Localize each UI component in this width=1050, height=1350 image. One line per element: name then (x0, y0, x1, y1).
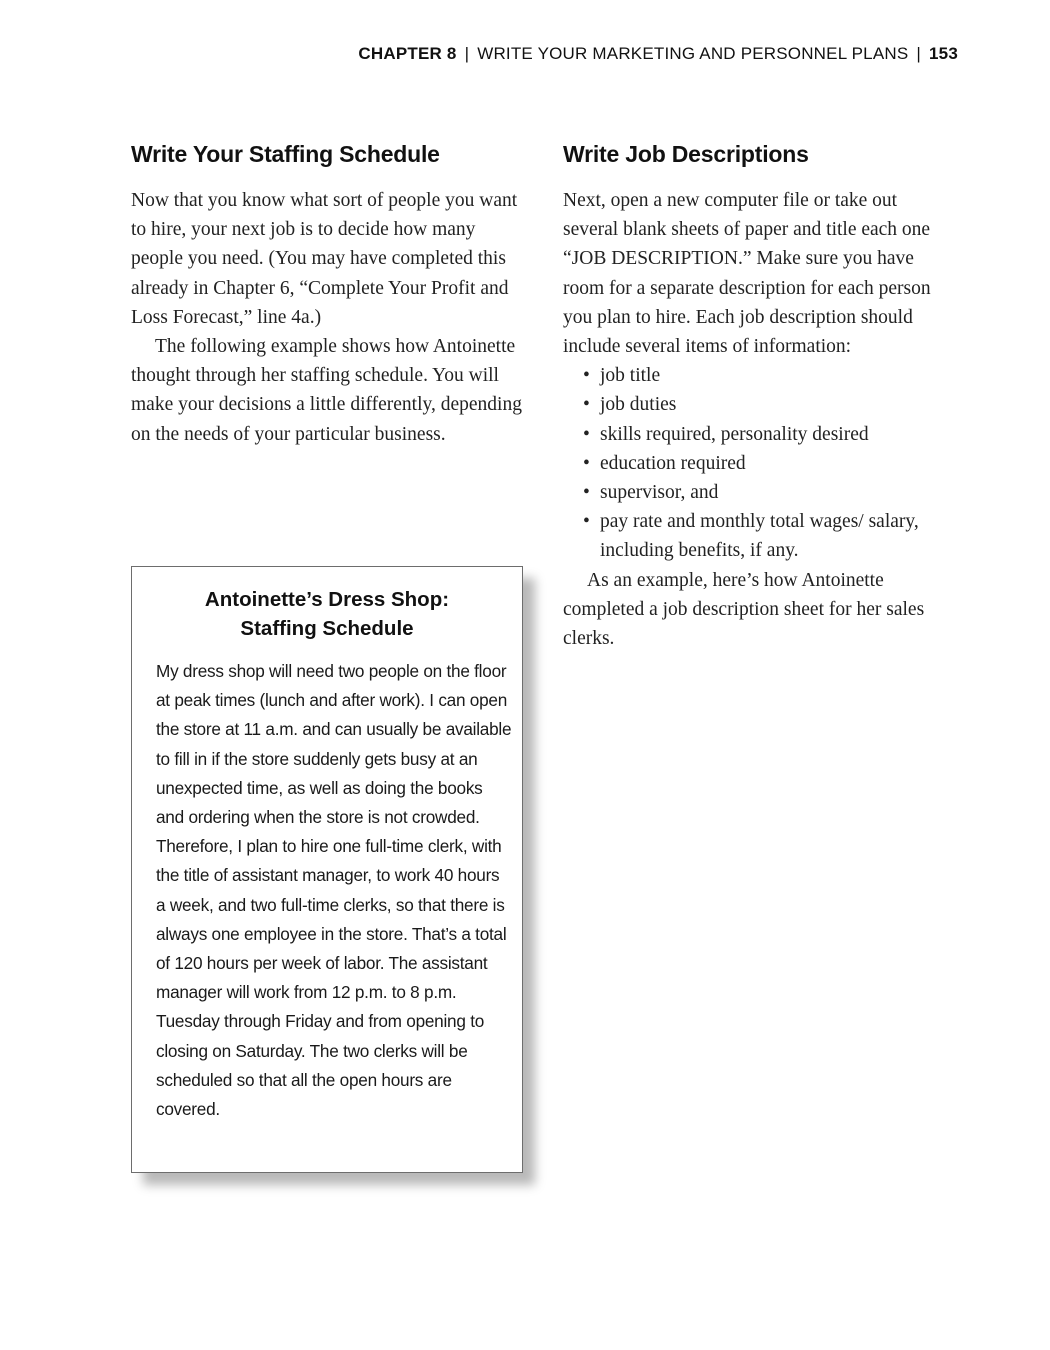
staffing-paragraph-1: Now that you know what sort of people you want to hire, your next job is to decide how many people you need. (You may have completed this already in Chapter 6, “Complete Your Profit and Loss Forecast,” line 4a.) (131, 190, 518, 328)
list-item: • education required (583, 449, 955, 478)
list-item: • supervisor, and (583, 478, 955, 507)
sidebar-body: My dress shop will need two people on the floor at peak times (lunch and after work). I can open the store at 11 a.m. and can usually be available to fill in if the store suddenly gets busy at an unexpected time, as well as doing the books and ordering when the store is not crowded. Therefore, I plan to hire one full-time clerk, with the title of assistant manager, to work 40 hours a week, and two full-time clerks, so that there is always one employee in the store. That’s a total of 120 hours per week of labor. The assistant manager will work from 12 p.m. to 8 p.m. Tuesday through Friday and from opening to closing on Saturday. The two clerks will be scheduled so that all the open hours are covered. (156, 661, 512, 1120)
staffing-schedule-heading: Write Your Staffing Schedule (131, 141, 440, 167)
bullet-icon: • (583, 423, 590, 445)
job-descriptions-paragraph-1: Next, open a new computer file or take out several blank sheets of paper and title each one “JOB DESCRIPTION.” Make sure you have room for a separate description for each person you plan to hire. Each job description should include several items of information: (563, 190, 931, 358)
list-item: • skills required, personality desired (583, 420, 955, 449)
job-description-items (563, 361, 955, 565)
right-column (563, 138, 955, 653)
running-head-separator-2: | (916, 44, 922, 63)
bullet-icon: • (583, 394, 590, 416)
chapter-label: CHAPTER 8 (358, 44, 457, 63)
bullet-icon: • (583, 452, 590, 474)
page-number: 153 (929, 44, 958, 63)
bullet-icon: • (583, 365, 590, 387)
job-descriptions-paragraph-2: As an example, here’s how Antoinette completed a job description sheet for her sales clerks. (563, 569, 925, 650)
chapter-title: WRITE YOUR MARKETING AND PERSONNEL PLANS (477, 44, 909, 63)
sidebar-title-line-2: Staffing Schedule (240, 617, 414, 640)
sidebar-title-line-1: Antoinette’s Dress Shop: (204, 588, 450, 611)
running-head-separator: | (464, 44, 470, 63)
staffing-paragraph-2: The following example shows how Antoinette thought through her staffing schedule. You will make your decisions a little differently, depending on the needs of your particular business. (131, 336, 522, 445)
list-item: • job duties (583, 390, 955, 419)
bullet-icon: • (583, 482, 590, 504)
list-item: • job title (583, 361, 955, 390)
left-column (131, 138, 531, 449)
list-item: • pay rate and monthly total wages/ salary, including benefits, if any. (583, 507, 955, 565)
running-head (358, 44, 958, 64)
job-descriptions-heading: Write Job Descriptions (563, 141, 809, 167)
staffing-schedule-sidebar (131, 566, 523, 1173)
bullet-icon: • (583, 511, 590, 533)
sidebar-title (156, 585, 498, 643)
